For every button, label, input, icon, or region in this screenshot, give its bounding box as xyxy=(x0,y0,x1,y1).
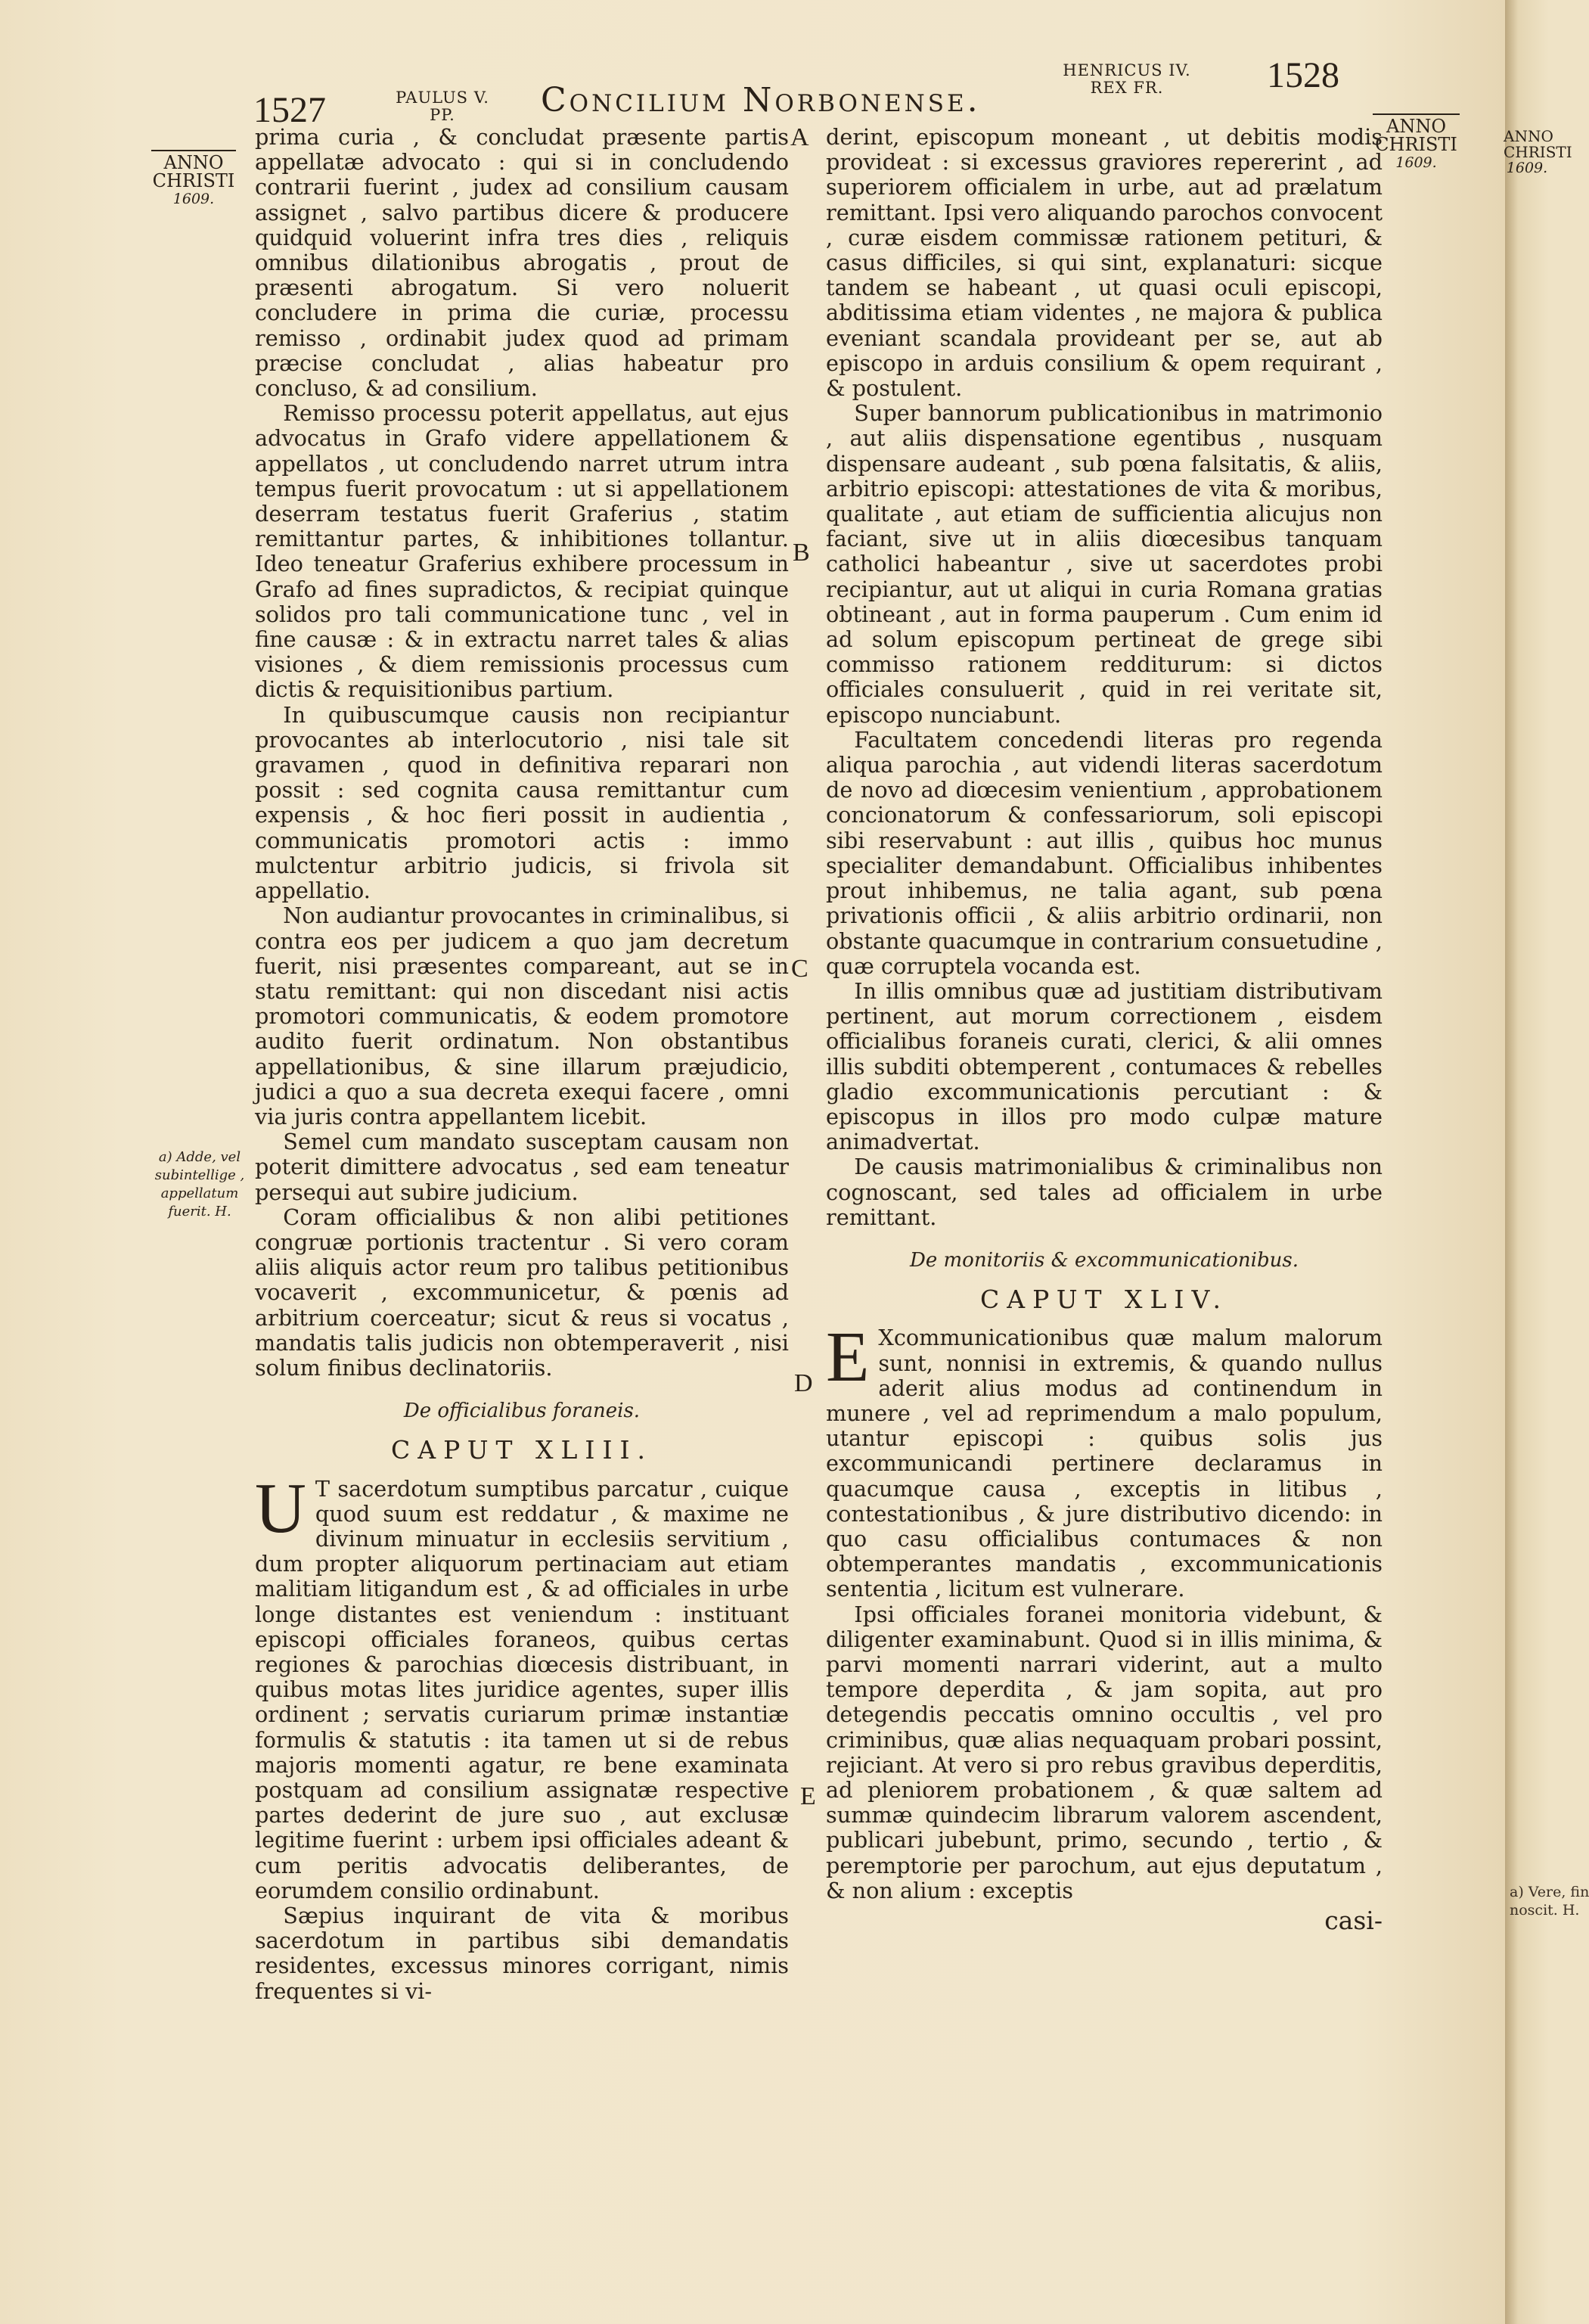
section-heading: De officialibus foraneis. xyxy=(403,1400,641,1423)
anno-year: 1609. xyxy=(1395,154,1437,171)
anno-year: 1609. xyxy=(172,191,215,207)
margin-letter-d: D xyxy=(794,1369,813,1397)
paragraph: De causis matrimonialibus & criminalibus non cognoscant, sed tales ad officialem in urbe remittant. xyxy=(826,1154,1383,1230)
header-king xyxy=(1051,62,1203,97)
page-number-left: 1527 xyxy=(253,90,326,130)
anno-year: 1609. xyxy=(1506,160,1548,176)
king-name: HENRICUS IV. xyxy=(1063,61,1191,79)
drop-capital: U xyxy=(255,1468,306,1548)
paragraph: prima curia , & concludat præsente partis appellatæ advocato : qui si in concludendo contrarii fuerint , judex ad consilium causam assignet , salvo partibus dicere & producere quidquid voluerint infra tres dies , reliquis omnibus dilationibus abrogatis , prout de præsenti abrogatum. Si vero noluerit concludere in prima die curiæ, processu remisso , ordinabit judex quod ad primam præcise concludat , alias habeatur pro concluso, & ad consilium. xyxy=(255,124,789,402)
edge-margin-year xyxy=(1504,127,1572,176)
drop-capital: E xyxy=(826,1318,870,1397)
christi-word: CHRISTI xyxy=(152,170,235,191)
right-column xyxy=(826,124,1383,1936)
page-number-right: 1528 xyxy=(1267,55,1339,95)
margin-footnote: a) Adde, vel subintellige , appellatum fuerit. H. xyxy=(154,1149,245,1219)
left-column xyxy=(255,125,789,2004)
edge-fragment: noscit. H. xyxy=(1510,1902,1580,1919)
anno-word: ANNO xyxy=(1504,127,1553,145)
chapter-heading: CAPUT XLIV. xyxy=(979,1285,1228,1315)
paragraph xyxy=(826,1318,1383,1602)
margin-rule xyxy=(1373,113,1460,115)
header-pope xyxy=(389,89,495,124)
paragraph-text: T sacerdotum sumptibus parcatur , cuique quod suum est reddatur , & maxime ne divinum minuatur in ecclesiis servitium , dum propter aliquorum pertinaciam aut etiam malitiam litigandum est , & ad officiales in urbe longe distantes est veniendum : instituant episcopi officiales foraneos, quibus certas regiones & parochias diœcesis distribuant, in quibus motas lites juridice agentes, super illis ordinent ; servatis curiarum primæ instantiæ formulis & statutis : ita tamen ut si de rebus majoris momenti agatur, re bene examinata postquam ad consilium assignatæ respective partes dederint de jure suo , aut exclusæ legitime fuerint : urbem ipsi officiales adeant & cum peritis advocatis deliberantes, de eorumdem consilio ordinabunt. xyxy=(255,1475,789,1903)
paragraph: Sæpius inquirant de vita & moribus sacerdotum in partibus sibi demandatis residentes, excessus minores corrigant, nimis frequentes si vi- xyxy=(255,1903,789,2004)
paragraph: Semel cum mandato susceptam causam non poterit dimittere advocatus , sed eam teneatur persequi aut subire judicium. xyxy=(255,1129,789,1205)
pope-name: PAULUS V. xyxy=(396,89,489,107)
margin-letter-e: E xyxy=(800,1782,816,1810)
king-title: REX FR. xyxy=(1090,79,1164,97)
next-page-edge xyxy=(1504,0,1589,2324)
anno-word: ANNO xyxy=(163,152,224,173)
margin-letter-a: A xyxy=(790,123,809,151)
section-heading: De monitoriis & excommunicationibus. xyxy=(910,1248,1299,1272)
paragraph xyxy=(255,1468,789,1903)
margin-year-right xyxy=(1373,113,1460,172)
paragraph: Non audiantur provocantes in criminalibus, si contra eos per judicem a quo jam decretum fuerit, nisi præsentes compareant, aut se in statu remittant: qui non discedant nisi actis promotori communicatis, & eodem promotore audito fuerit ordinatum. Non obstantibus appellationibus, & sine illarum præjudicio, judici a quo a sua decreta exequi facere , omni via juris contra appellantem licebit. xyxy=(255,903,789,1129)
paragraph: Facultatem concedendi literas pro regenda aliqua parochia , aut videndi literas sacerdotum de novo ad diœcesim venientium , approbationem concionatorum & confessariorum, soli episcopi sibi reservabunt : aut illis , quibus hoc munus specialiter demandabunt. Officialibus inhibentes prout inhibemus, ne talia agant, sub pœna privationis officii , & aliis arbitrio ordinarii, non obstante quacumque in contrarium consuetudine , quæ corruptela vocanda est. xyxy=(826,726,1383,979)
paragraph: Remisso processu poterit appellatus, aut ejus advocatus in Grafo videre appellationem & appellatos , ut concludendo narret utrum intra tempus fuerit provocatum : ut si appellationem deserram testatus fuerit Graferius , statim remittantur partes, & inhibitiones tollantur. Ideo teneatur Graferius exhibere processum in Grafo ad fines supradictos, & recipiat quinque solidos pro tali communicatione tunc , vel in fine causæ : & in extractu narret tales & alias visiones , & diem remissionis processus cum dictis & requisitionibus partium. xyxy=(255,400,789,703)
chapter-heading: CAPUT XLIII. xyxy=(390,1435,653,1465)
paragraph: In quibuscumque causis non recipiantur provocantes ab interlocutorio , nisi tale sit gravamen , quod in definitiva reparari non possit : sed cognita causa remittantur cum expensis , & hoc fieri possit in audientia , communicatis promotori actis : immo mulctentur arbitrio judicis, si frivola sit appellatio. xyxy=(255,701,789,904)
paragraph: derint, episcopum moneant , ut debitis modis provideat : si excessus graviores repererint , ad superiorem officialem in urbe, aut ad prælatum remittant. Ipsi vero aliquando parochos convocent , curæ eisdem commissæ rationem petituri, & casus difficiles, si qui sint, explanaturi: sicque tandem se habeant , ut quasi oculi episcopi, abditissima etiam videntes , ne majora & publica eveniant scandala provideant per se, aut ab episcopo in arduis consilium & opem requirant , & postulent. xyxy=(826,124,1383,402)
catchword: casi- xyxy=(1324,1906,1383,1936)
paragraph: In illis omnibus quæ ad justitiam distributivam pertinent, aut morum correctionem , eisdem officialibus foraneis curati, clerici, & alii omnes illis subditi obtemperent , contumaces & rebelles gladio excommunicationis percutiant : & episcopus in illos pro modo culpæ mature animadvertat. xyxy=(826,977,1383,1155)
paragraph-text: Xcommunicationibus quæ malum malorum sunt, nonnisi in extremis, & quando nullus aderit alius modus ad continendum in munere , vel ad reprimendum a malo populum, utantur episcopi : quibus solis jus excommunicandi pertinere declaramus in quacumque causa , exceptis in litibus , contestationibus , & jure distributivo dicendo: in quo casu officialibus contumaces & non obtemperantes mandatis , excommunicationis sententia , licitum est vulnerare. xyxy=(826,1325,1383,1602)
christi-word: CHRISTI xyxy=(1375,134,1457,155)
christi-word: CHRISTI xyxy=(1504,143,1572,161)
margin-rule xyxy=(151,150,236,151)
anno-word: ANNO xyxy=(1386,116,1446,137)
pope-title: PP. xyxy=(430,106,455,124)
paragraph: Super bannorum publicationibus in matrimonio , aut aliis dispensatione egentibus , nusquam dispensare audeant , sub pœna falsitatis, & aliis, arbitrio episcopi: attestationes de vita & moribus, qualitate , aut etiam de sufficientia alicujus non faciant, sive ut in aliis diœcesibus tanquam catholici habeantur , sive ut sacerdotes probi recipiantur, aut ut aliqui in curia Romana gratias obtineant , aut in forma pauperum . Cum enim id ad solum episcopum pertineat de grege sibi commisso rationem redditurum: si dictos officiales consuluerit , quid in rei veritate sit, episcopo nunciabunt. xyxy=(826,400,1383,728)
edge-fragment: a) Vere, fin xyxy=(1510,1884,1589,1900)
paragraph: Ipsi officiales foranei monitoria videbunt, & diligenter examinabunt. Quod si in illis minima, & parvi momenti narrari viderint, aut a multo tempore deperdita , & jam sopita, aut pro detegendis peccatis omnino occultis , vel pro criminibus, quæ alias nequaquam probari possint, rejiciant. At vero si pro rebus gravibus deperditis, ad pleniorem probationem , & quæ saltem ad summæ quindecim librarum valorem ascendent, publicari jubebunt, primo, secundo , tertio , & peremptorie per parochum, aut ejus deputatum , & non alium : exceptis xyxy=(826,1601,1383,1903)
margin-year-left xyxy=(151,150,236,208)
margin-letter-b: B xyxy=(793,539,810,567)
paragraph: Coram officialibus & non alibi petitiones congruæ portionis tractentur . Si vero coram aliis aliquis actor reum pro talibus petitionibus vocaverit , excommunicetur, & pœnis ad arbitrium coerceatur; sicut & reus si vocatus , mandatis talis judicis non obtemperaverit , nisi solum finibus declinatoriis. xyxy=(255,1204,789,1381)
margin-letter-c: C xyxy=(791,955,808,983)
page-title: Concilium Norbonense. xyxy=(541,81,981,120)
